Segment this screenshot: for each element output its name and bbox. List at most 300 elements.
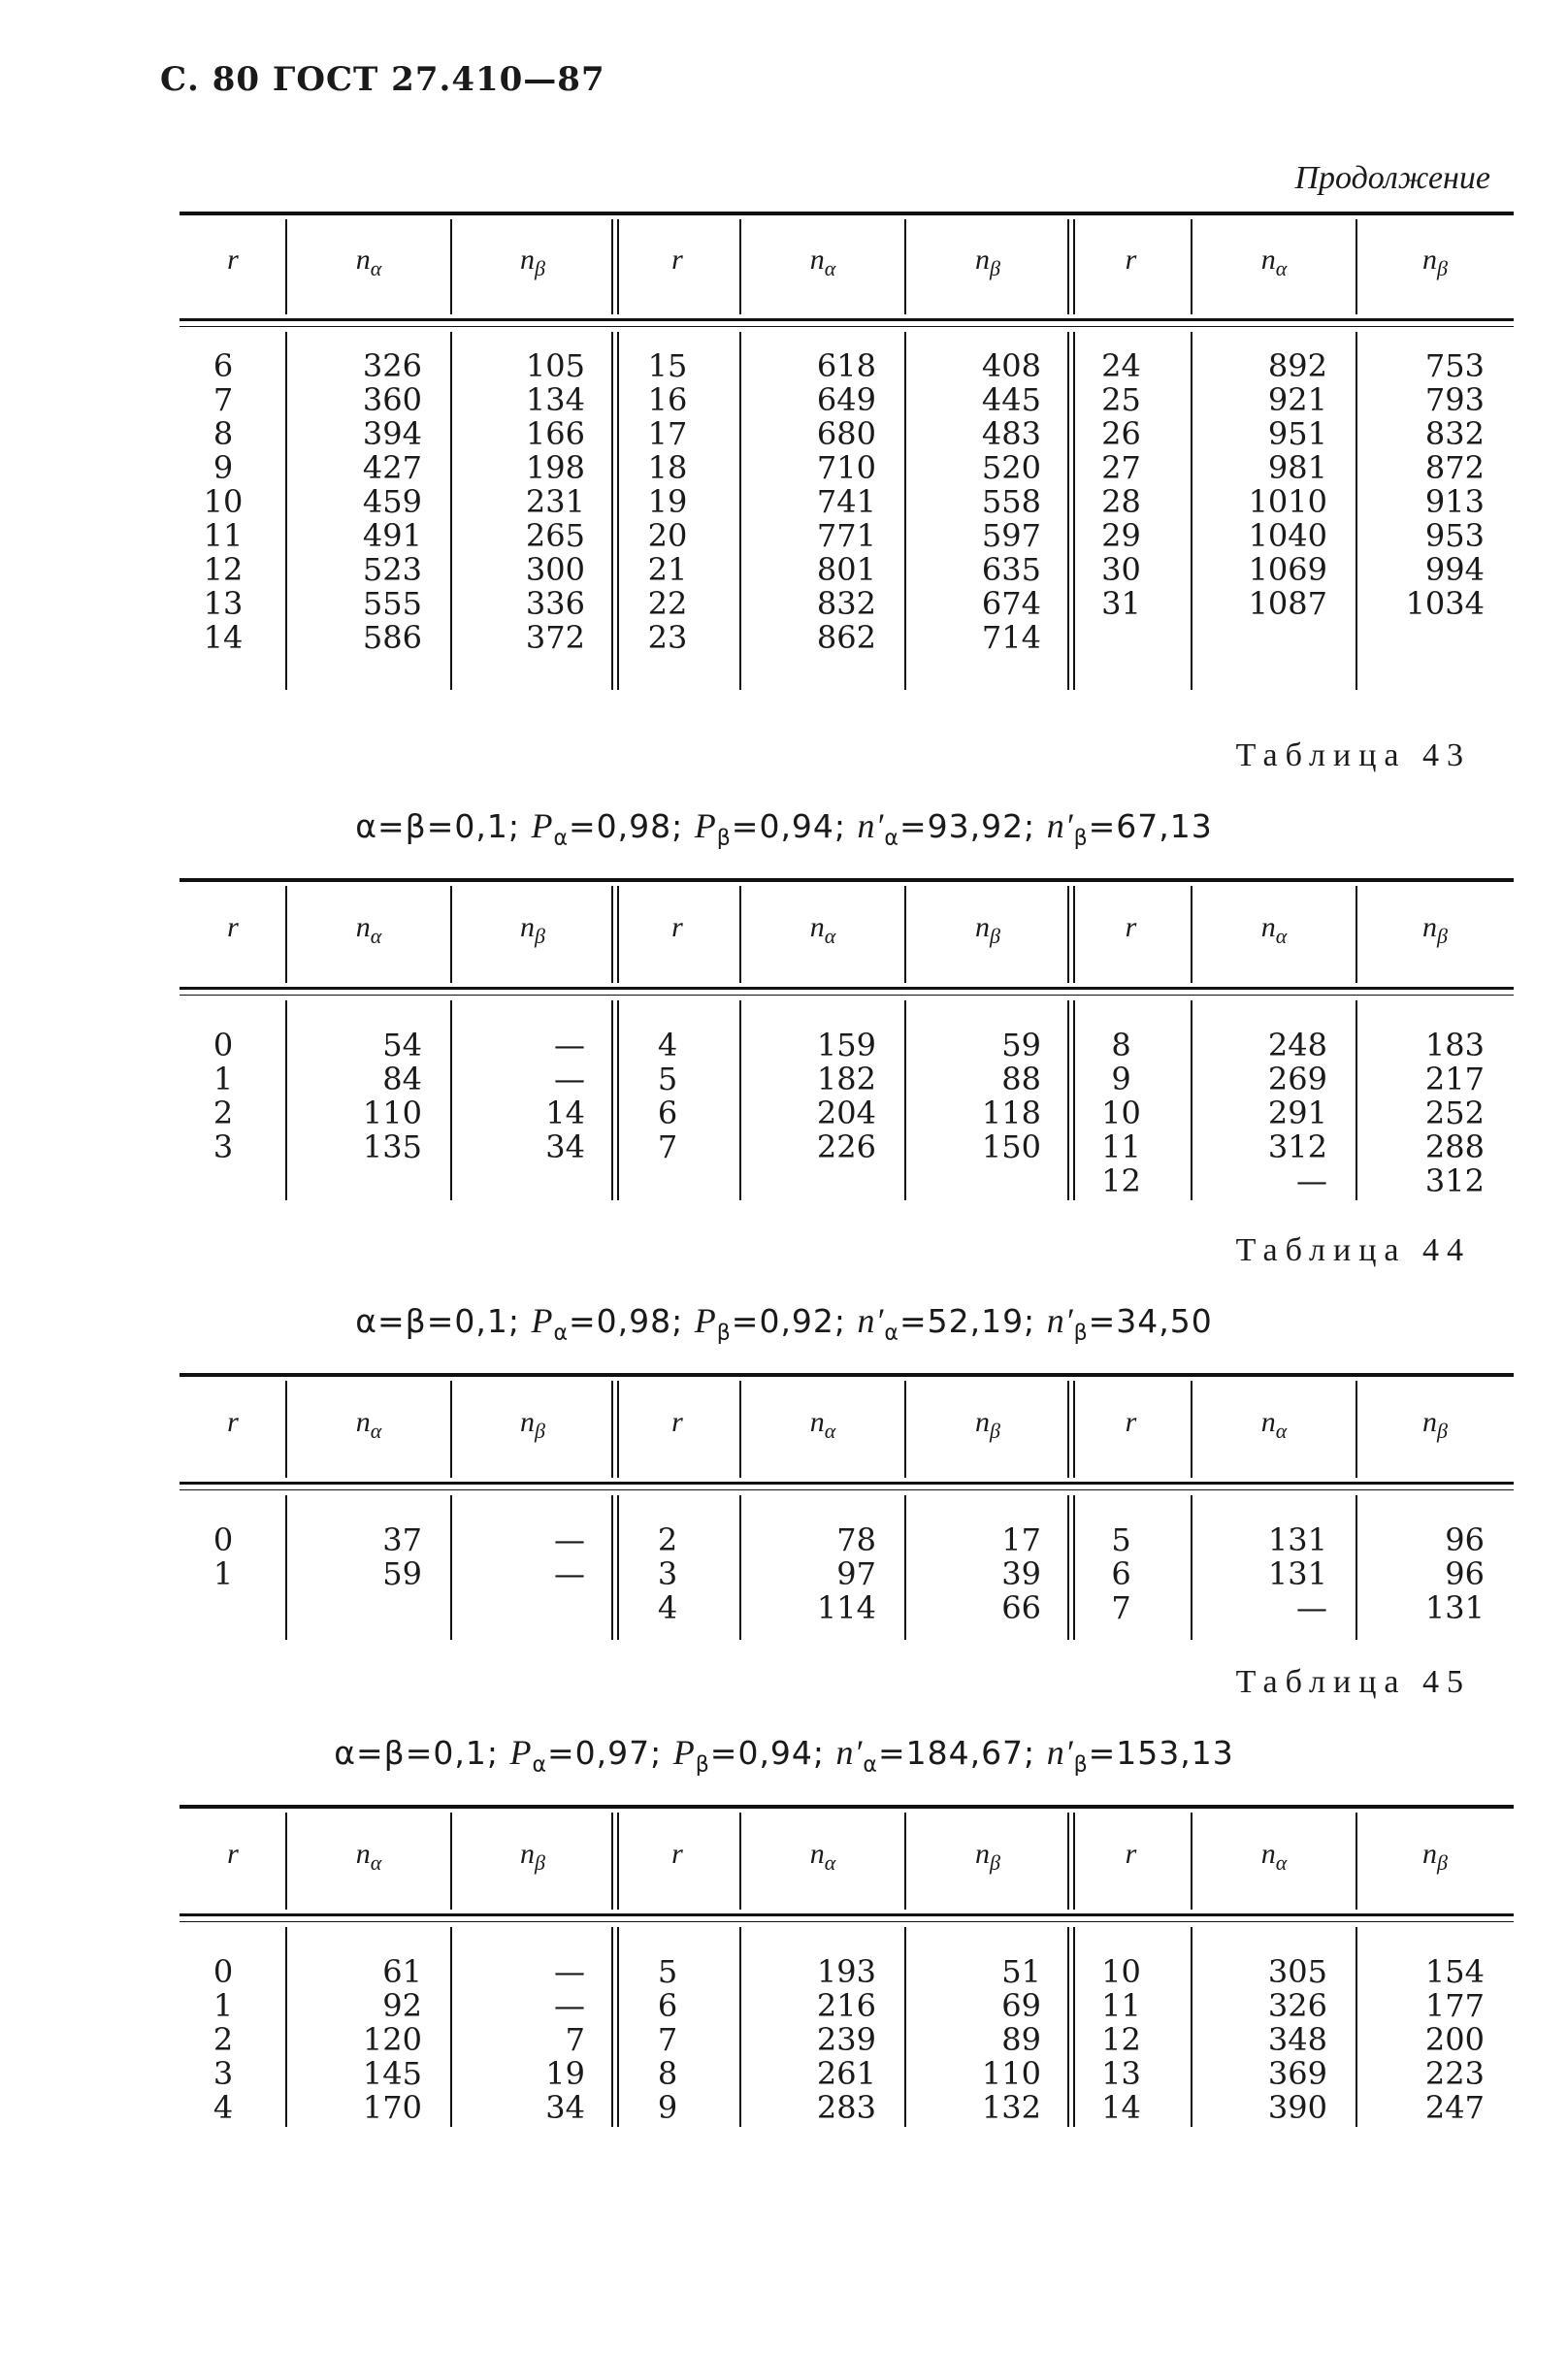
table-cell: 288 [1424, 1128, 1485, 1165]
header-n-beta [1356, 911, 1514, 949]
param-symbol: n′ [1046, 1301, 1074, 1340]
header-r: r [671, 1406, 683, 1438]
table-cell: 7 [1111, 1589, 1131, 1626]
table-cell: 66 [1001, 1589, 1041, 1626]
table-cell: 3 [657, 1555, 678, 1592]
header-rule-2 [180, 326, 1514, 327]
table-cell: 8 [1111, 1027, 1131, 1063]
column-n-beta [451, 349, 585, 655]
header-subscript: β [990, 1850, 1000, 1875]
header-subscript: α [824, 924, 836, 948]
param-value: =184,67; [877, 1734, 1036, 1772]
table-cell: 231 [525, 483, 585, 520]
column-r [1070, 1523, 1172, 1625]
table-cell: 134 [525, 381, 585, 418]
table-cell: 3 [212, 2055, 234, 2092]
table-cell: 239 [816, 2021, 876, 2058]
table-cell: 182 [816, 1061, 876, 1097]
header-subscript: β [990, 256, 1000, 280]
table-cell: 198 [525, 449, 585, 486]
header-r: r [1125, 1838, 1137, 1870]
table-cell: — [554, 1521, 585, 1558]
table-cell: 7 [657, 1128, 678, 1165]
table-params [0, 1300, 1568, 1346]
table-cell: 28 [1101, 483, 1141, 520]
header-n-alpha [1192, 911, 1356, 949]
table-cell: 1087 [1248, 585, 1327, 622]
column-n-beta [905, 1523, 1041, 1625]
column-n-alpha [740, 349, 876, 655]
table-cell: 558 [981, 483, 1041, 520]
table-cell: — [554, 1555, 585, 1592]
page-header: С. 80 ГОСТ 27.410—87 [160, 60, 605, 99]
param-value: =0,98; [569, 807, 684, 845]
header-subscript: α [1275, 256, 1288, 280]
header-r: r [1125, 1406, 1137, 1438]
column-r [1070, 1955, 1172, 2125]
continuation-label: Продолжение [1294, 160, 1490, 196]
param-subscript: β [1073, 826, 1089, 851]
header-r: r [671, 244, 683, 276]
header-n-beta [451, 1406, 614, 1444]
column-n-alpha [286, 1523, 422, 1591]
table-cell: 283 [816, 2089, 876, 2126]
header-symbol: n [355, 911, 371, 943]
header-symbol: n [1422, 244, 1438, 276]
table-cell: 8 [212, 415, 234, 452]
table-cell: 394 [362, 415, 422, 452]
table-top-rule [180, 878, 1514, 882]
table-cell: 710 [816, 449, 876, 486]
header-n-alpha [286, 1406, 451, 1444]
header-n-beta [451, 244, 614, 281]
table-cell: 226 [816, 1128, 876, 1165]
table-cell: 150 [981, 1128, 1041, 1165]
table-cell: — [554, 1953, 585, 1990]
table-cell: 131 [1267, 1521, 1327, 1558]
header-symbol: n [520, 911, 536, 943]
param-subscript: β [716, 826, 732, 851]
header-subscript: α [1275, 1850, 1288, 1875]
header-n-alpha [1192, 244, 1356, 281]
table-top-rule [180, 1805, 1514, 1809]
header-symbol: n [520, 1838, 536, 1870]
table-cell: 832 [816, 585, 876, 622]
table-cell: 247 [1424, 2089, 1485, 2126]
table-cell: 217 [1424, 1061, 1485, 1097]
header-subscript: β [1437, 924, 1448, 948]
table-cell: 6 [1111, 1555, 1131, 1592]
param-value: =67,13 [1088, 807, 1213, 845]
table-cell: 59 [382, 1555, 422, 1592]
table-cell: 27 [1101, 449, 1141, 486]
table-cell: 22 [647, 585, 688, 622]
table-cell: 326 [362, 347, 422, 384]
table-cell: 248 [1267, 1027, 1327, 1063]
table-cell: 78 [836, 1521, 876, 1558]
param-subscript: β [1073, 1752, 1089, 1778]
table-cell: 23 [647, 619, 688, 656]
header-n-beta [1356, 1838, 1514, 1876]
header-symbol: n [809, 1406, 825, 1438]
header-r: r [227, 911, 239, 943]
param-subscript: α [863, 1752, 878, 1778]
header-subscript: α [370, 1850, 382, 1875]
table-cell: 14 [545, 1095, 585, 1131]
header-n-beta [451, 911, 614, 949]
table-cell: 193 [816, 1953, 876, 1990]
table-cell: 131 [1424, 1589, 1485, 1626]
header-symbol: n [1422, 1406, 1438, 1438]
header-subscript: β [535, 1850, 545, 1875]
table-cell: 832 [1424, 415, 1485, 452]
column-r [180, 1523, 267, 1591]
header-n-beta [1356, 244, 1514, 281]
header-subscript: β [535, 924, 545, 948]
table-cell: 1 [212, 1987, 234, 2024]
header-rule [180, 987, 1514, 990]
header-n-beta [1356, 1406, 1514, 1444]
table-cell: 1040 [1248, 517, 1327, 554]
header-symbol: n [1260, 244, 1276, 276]
table-cell: 372 [525, 619, 585, 656]
table-cell: 265 [525, 517, 585, 554]
param-subscript: β [1073, 1321, 1089, 1346]
table-cell: 360 [362, 381, 422, 418]
table-cell: 753 [1424, 347, 1485, 384]
header-symbol: n [355, 1838, 371, 1870]
table-cell: 921 [1267, 381, 1327, 418]
header-subscript: α [370, 924, 382, 948]
table-title: Таблица 45 [1235, 1664, 1471, 1700]
table-cell: 1034 [1405, 585, 1485, 622]
table-cell: 16 [647, 381, 688, 418]
table-cell: 19 [545, 2055, 585, 2092]
column-r [180, 1029, 267, 1164]
table-params [0, 1732, 1568, 1778]
table-cell: 3 [212, 1128, 234, 1165]
column-n-alpha [286, 349, 422, 655]
header-symbol: n [809, 1838, 825, 1870]
header-n-alpha [740, 1838, 905, 1876]
header-r: r [227, 1838, 239, 1870]
param-symbol: P [531, 806, 554, 845]
header-n-alpha [740, 911, 905, 949]
table-cell: 6 [657, 1987, 678, 2024]
table-cell: 0 [212, 1521, 234, 1558]
table-cell: 26 [1101, 415, 1141, 452]
table-cell: 21 [647, 551, 688, 588]
table-cell: 520 [981, 449, 1041, 486]
param-value: =0,94; [709, 1734, 826, 1772]
header-subscript: β [990, 1419, 1000, 1443]
param-subscript: α [884, 1321, 899, 1346]
param-subscript: α [553, 826, 569, 851]
table-cell: 9 [657, 2089, 678, 2126]
table-cell: 6 [657, 1095, 678, 1131]
header-subscript: β [990, 924, 1000, 948]
table-cell: 20 [647, 517, 688, 554]
table-cell: 445 [981, 381, 1041, 418]
table-cell: — [1296, 1589, 1327, 1626]
table-cell: 15 [647, 347, 688, 384]
header-subscript: β [1437, 1850, 1448, 1875]
table-cell: 69 [1001, 1987, 1041, 2024]
table-cell: 216 [816, 1987, 876, 2024]
table-cell: 312 [1424, 1162, 1485, 1199]
table-cell: 92 [382, 1987, 422, 2024]
table-cell: 586 [362, 619, 422, 656]
param-subscript: β [716, 1321, 732, 1346]
table-cell: 12 [203, 551, 244, 588]
column-n-beta [1356, 1523, 1485, 1625]
header-rule [180, 1913, 1514, 1916]
table-cell: 555 [362, 585, 422, 622]
table-cell: 59 [1001, 1027, 1041, 1063]
header-r: r [1125, 911, 1137, 943]
table-cell: 741 [816, 483, 876, 520]
table-cell: 261 [816, 2055, 876, 2092]
column-r [614, 1523, 721, 1625]
column-r [180, 349, 267, 655]
data-table [180, 1373, 1514, 1642]
table-cell: 13 [1101, 2055, 1141, 2092]
header-symbol: n [355, 244, 371, 276]
header-subscript: β [1437, 1419, 1448, 1443]
table-cell: 18 [647, 449, 688, 486]
table-cell: 19 [647, 483, 688, 520]
column-n-alpha [1192, 349, 1327, 621]
table-cell: 4 [212, 2089, 234, 2126]
data-table [180, 1805, 1514, 2129]
table-cell: 11 [203, 517, 244, 554]
table-cell: 951 [1267, 415, 1327, 452]
header-rule-2 [180, 1489, 1514, 1490]
param-symbol: P [531, 1301, 554, 1340]
table-cell: 145 [362, 2055, 422, 2092]
table-cell: 110 [981, 2055, 1041, 2092]
header-subscript: α [824, 1419, 836, 1443]
header-rule-2 [180, 1921, 1514, 1922]
table-cell: 491 [362, 517, 422, 554]
table-cell: 714 [981, 619, 1041, 656]
header-symbol: n [975, 244, 991, 276]
table-cell: 29 [1101, 517, 1141, 554]
table-cell: 459 [362, 483, 422, 520]
table-cell: 10 [1101, 1953, 1141, 1990]
header-r: r [671, 1838, 683, 1870]
table-params [0, 805, 1568, 851]
param-subscript: β [695, 1752, 710, 1778]
column-n-beta [451, 1029, 585, 1164]
table-cell: 953 [1424, 517, 1485, 554]
header-symbol: n [809, 244, 825, 276]
table-cell: 9 [212, 449, 234, 486]
param-symbol: P [694, 806, 717, 845]
table-cell: 1010 [1248, 483, 1327, 520]
table-cell: 680 [816, 415, 876, 452]
table-cell: 369 [1267, 2055, 1327, 2092]
table-cell: 14 [1101, 2089, 1141, 2126]
column-n-beta [1356, 349, 1485, 621]
table-cell: — [554, 1061, 585, 1097]
table-cell: 0 [212, 1953, 234, 1990]
table-cell: 14 [203, 619, 244, 656]
table-cell: 9 [1111, 1061, 1131, 1097]
header-symbol: n [975, 911, 991, 943]
param-symbol: P [509, 1733, 533, 1772]
column-n-beta [1356, 1029, 1485, 1198]
table-cell: 994 [1424, 551, 1485, 588]
table-cell: 674 [981, 585, 1041, 622]
header-symbol: n [809, 911, 825, 943]
header-subscript: β [535, 1419, 545, 1443]
table-cell: 24 [1101, 347, 1141, 384]
table-cell: 97 [836, 1555, 876, 1592]
table-cell: 390 [1267, 2089, 1327, 2126]
column-n-beta [905, 1955, 1041, 2125]
column-r [614, 349, 721, 655]
table-cell: 0 [212, 1027, 234, 1063]
table-cell: 649 [816, 381, 876, 418]
header-n-alpha [286, 1838, 451, 1876]
table-cell: 269 [1267, 1061, 1327, 1097]
table-cell: 159 [816, 1027, 876, 1063]
table-cell: 4 [657, 1027, 678, 1063]
param-ab: α=β=0,1; [334, 1734, 499, 1772]
param-subscript: α [884, 826, 899, 851]
table-cell: 771 [816, 517, 876, 554]
table-cell: 177 [1424, 1987, 1485, 2024]
header-symbol: n [975, 1838, 991, 1870]
param-value: =0,97; [547, 1734, 663, 1772]
data-table [180, 212, 1514, 692]
table-cell: 12 [1101, 1162, 1141, 1199]
column-n-alpha [1192, 1029, 1327, 1198]
table-cell: 30 [1101, 551, 1141, 588]
param-ab: α=β=0,1; [355, 807, 520, 845]
table-cell: 7 [657, 2021, 678, 2058]
table-cell: 51 [1001, 1953, 1041, 1990]
column-r [1070, 1029, 1172, 1198]
table-cell: 2 [212, 1095, 234, 1131]
column-r [1070, 349, 1172, 621]
param-value: =0,94; [731, 807, 847, 845]
table-cell: 291 [1267, 1095, 1327, 1131]
header-n-alpha [740, 244, 905, 281]
table-cell: 131 [1267, 1555, 1327, 1592]
table-cell: 132 [981, 2089, 1041, 2126]
header-rule [180, 1482, 1514, 1485]
header-r: r [227, 1406, 239, 1438]
table-cell: 34 [545, 2089, 585, 2126]
table-cell: 872 [1424, 449, 1485, 486]
header-n-alpha [1192, 1406, 1356, 1444]
table-cell: 635 [981, 551, 1041, 588]
table-cell: 61 [382, 1953, 422, 1990]
table-cell: 618 [816, 347, 876, 384]
table-cell: 252 [1424, 1095, 1485, 1131]
header-symbol: n [1260, 1406, 1276, 1438]
table-cell: 483 [981, 415, 1041, 452]
header-n-beta [905, 911, 1070, 949]
table-cell: 801 [816, 551, 876, 588]
table-cell: 170 [362, 2089, 422, 2126]
table-cell: 12 [1101, 2021, 1141, 2058]
table-cell: 37 [382, 1521, 422, 1558]
table-cell: 2 [657, 1521, 678, 1558]
param-value: =0,92; [731, 1302, 847, 1340]
column-n-alpha [286, 1955, 422, 2125]
header-n-alpha [286, 911, 451, 949]
table-cell: 10 [1101, 1095, 1141, 1131]
table-cell: 25 [1101, 381, 1141, 418]
table-cell: 1 [212, 1555, 234, 1592]
column-n-beta [1356, 1955, 1485, 2125]
table-top-rule [180, 212, 1514, 215]
header-subscript: β [535, 256, 545, 280]
table-cell: 114 [816, 1589, 876, 1626]
table-cell: 523 [362, 551, 422, 588]
header-subscript: α [1275, 924, 1288, 948]
table-cell: 336 [525, 585, 585, 622]
header-r: r [227, 244, 239, 276]
table-cell: 11 [1101, 1987, 1141, 2024]
column-r [180, 1955, 267, 2125]
param-subscript: α [553, 1321, 569, 1346]
header-symbol: n [355, 1406, 371, 1438]
column-n-alpha [740, 1523, 876, 1625]
header-symbol: n [520, 1406, 536, 1438]
table-cell: 118 [981, 1095, 1041, 1131]
param-symbol: n′ [835, 1733, 864, 1772]
table-cell: 348 [1267, 2021, 1327, 2058]
table-cell: 913 [1424, 483, 1485, 520]
table-cell: 305 [1267, 1953, 1327, 1990]
table-cell: — [1296, 1162, 1327, 1199]
table-cell: 597 [981, 517, 1041, 554]
column-n-alpha [286, 1029, 422, 1164]
table-cell: 8 [657, 2055, 678, 2092]
header-n-beta [451, 1838, 614, 1876]
table-cell: 5 [1111, 1521, 1131, 1558]
table-cell: 427 [362, 449, 422, 486]
header-symbol: n [520, 244, 536, 276]
column-n-beta [905, 349, 1041, 655]
header-symbol: n [1422, 1838, 1438, 1870]
table-cell: — [554, 1987, 585, 2024]
header-symbol: n [1422, 911, 1438, 943]
table-cell: 120 [362, 2021, 422, 2058]
table-cell: 312 [1267, 1128, 1327, 1165]
header-subscript: α [1275, 1419, 1288, 1443]
header-r: r [671, 911, 683, 943]
header-symbol: n [1260, 911, 1276, 943]
column-n-beta [451, 1523, 585, 1591]
table-cell: 4 [657, 1589, 678, 1626]
param-subscript: α [532, 1752, 547, 1778]
param-symbol: n′ [1046, 806, 1074, 845]
data-table [180, 878, 1514, 1202]
param-symbol: P [672, 1733, 696, 1772]
table-cell: 154 [1424, 1953, 1485, 1990]
param-symbol: n′ [857, 1301, 885, 1340]
table-cell: 166 [525, 415, 585, 452]
table-cell: 5 [657, 1061, 678, 1097]
table-title: Таблица 44 [1235, 1232, 1471, 1268]
table-cell: 5 [657, 1953, 678, 1990]
table-cell: 96 [1445, 1521, 1485, 1558]
